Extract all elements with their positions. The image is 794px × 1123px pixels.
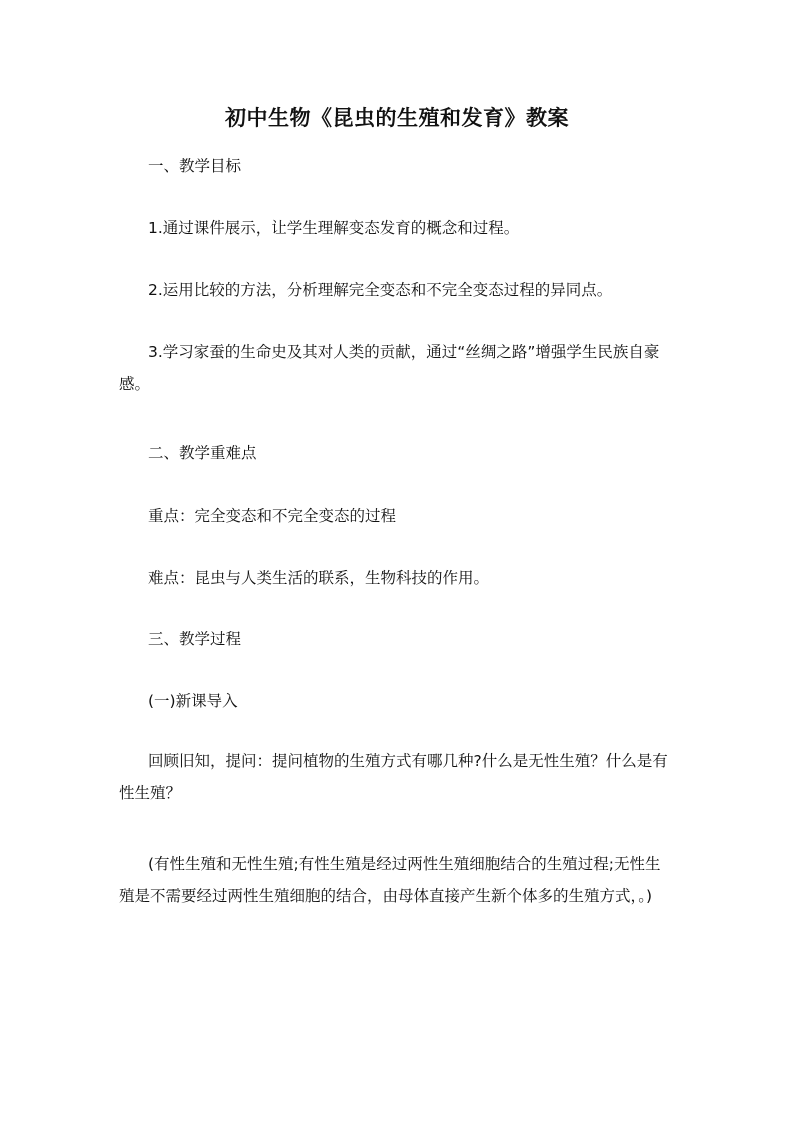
- objective-item-1: 1.通过课件展示，让学生理解变态发育的概念和过程。: [148, 219, 520, 237]
- objective-item-3: 3.学习家蚕的生命史及其对人类的贡献，通过“丝绸之路”增强学生民族自豪感。: [119, 343, 660, 393]
- review-question-text: 回顾旧知，提问：提问植物的生殖方式有哪几种?什么是无性生殖？什么是有性生殖？: [119, 752, 668, 802]
- key-point-text: 重点：完全变态和不完全变态的过程: [148, 507, 397, 525]
- answer-note-text: (有性生殖和无性生殖;有性生殖是经过两性生殖细胞结合的生殖过程;无性生殖是不需要经过两性生殖细胞的结合，由母体直接产生新个体多的生殖方式，。): [119, 855, 661, 905]
- difficult-point-text: 难点：昆虫与人类生活的联系，生物科技的作用。: [148, 569, 490, 587]
- page-title: 初中生物《昆虫的生殖和发育》教案: [225, 106, 569, 130]
- objective-item-2: 2.运用比较的方法，分析理解完全变态和不完全变态过程的异同点。: [148, 281, 613, 299]
- section-heading-objectives: 一、教学目标: [148, 157, 242, 175]
- subsection-heading-intro: (一)新课导入: [148, 692, 238, 710]
- section-heading-key-points: 二、教学重难点: [148, 444, 257, 462]
- section-heading-process: 三、教学过程: [148, 630, 242, 648]
